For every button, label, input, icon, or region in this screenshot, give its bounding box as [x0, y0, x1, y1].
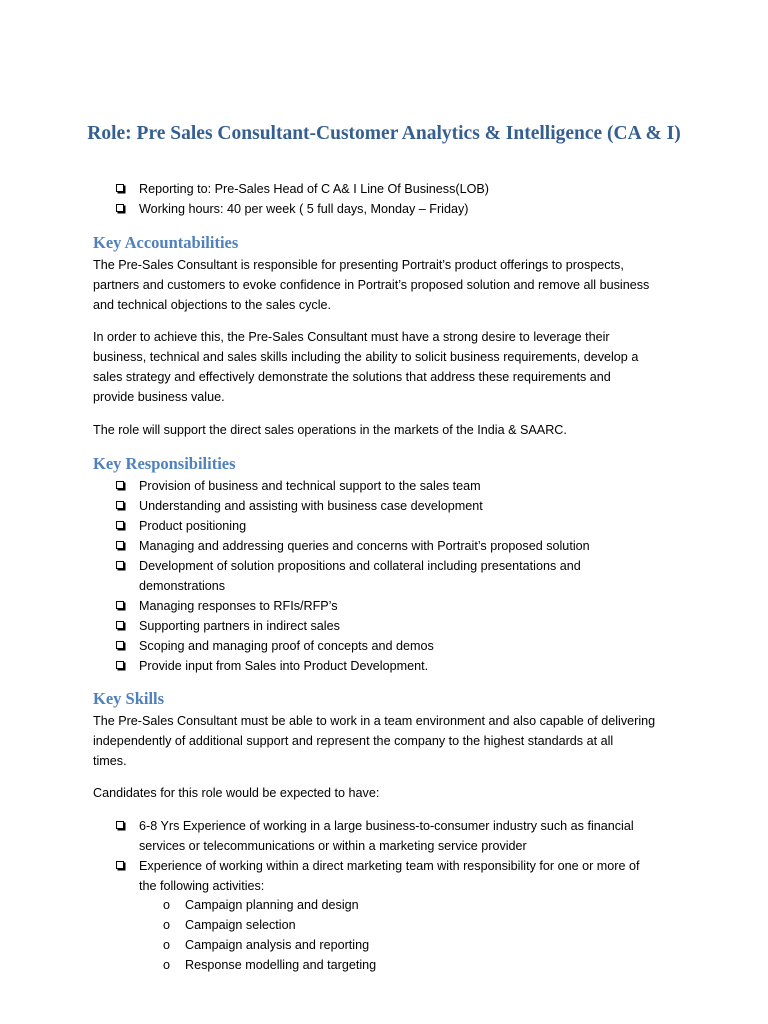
checkbox-bullet-icon — [116, 204, 124, 212]
list-item: Development of solution propositions and collateral including presentations and demonstrations — [115, 556, 590, 596]
activities-sublist — [163, 895, 376, 975]
paragraph: The Pre-Sales Consultant is responsible for presenting Portrait’s product offerings to prospects, partners and customers to evoke confidence in Portrait’s proposed solution and remove all business and technical objections to the sales cycle. — [93, 258, 650, 312]
list-item: Working hours: 40 per week ( 5 full days, Monday – Friday) — [115, 199, 489, 219]
paragraph: The role will support the direct sales operations in the markets of the India & SAARC. — [93, 423, 567, 437]
heading-key-accountabilities: Key Accountabilities — [93, 233, 239, 252]
checkbox-bullet-icon — [116, 641, 124, 649]
heading-key-responsibilities: Key Responsibilities — [93, 454, 236, 473]
list-item: Understanding and assisting with business case development — [115, 496, 590, 516]
list-item: Managing responses to RFIs/RFP’s — [115, 596, 590, 616]
checkbox-bullet-icon — [116, 561, 124, 569]
list-item: Scoping and managing proof of concepts and demos — [115, 636, 590, 656]
circle-bullet-icon: o — [163, 958, 171, 972]
list-item: Experience of working within a direct marketing team with responsibility for one or more of the following activities: — [115, 856, 639, 896]
checkbox-bullet-icon — [116, 541, 124, 549]
circle-bullet-icon: o — [163, 898, 171, 912]
list-item: 6-8 Yrs Experience of working in a large business-to-consumer industry such as financial services or telecommunications or within a marketing service provider — [115, 816, 639, 856]
sub-list-item: o Response modelling and targeting — [163, 955, 376, 975]
sub-list-item: o Campaign planning and design — [163, 895, 376, 915]
checkbox-bullet-icon — [116, 821, 124, 829]
circle-bullet-icon: o — [163, 938, 171, 952]
checkbox-bullet-icon — [116, 621, 124, 629]
heading-key-skills: Key Skills — [93, 689, 165, 708]
responsibilities-list — [115, 476, 590, 676]
checkbox-bullet-icon — [116, 861, 124, 869]
list-item: Provide input from Sales into Product Development. — [115, 656, 590, 676]
page-title: Role: Pre Sales Consultant-Customer Analytics & Intelligence (CA & I) — [87, 123, 681, 144]
checkbox-bullet-icon — [116, 481, 124, 489]
checkbox-bullet-icon — [116, 521, 124, 529]
sub-list-item: o Campaign selection — [163, 915, 376, 935]
sub-list-item: o Campaign analysis and reporting — [163, 935, 376, 955]
list-item: Managing and addressing queries and concerns with Portrait’s proposed solution — [115, 536, 590, 556]
paragraph: In order to achieve this, the Pre-Sales Consultant must have a strong desire to leverage their business, technical and sales skills including the ability to solicit business requirements, develop a sales strategy and effectively demonstrate the solutions that address these requirements and provide business value. — [93, 330, 639, 404]
list-item: Reporting to: Pre-Sales Head of C A& I Line Of Business(LOB) — [115, 179, 489, 199]
checkbox-bullet-icon — [116, 601, 124, 609]
paragraph: The Pre-Sales Consultant must be able to work in a team environment and also capable of delivering independently of additional support and represent the company to the highest standards at all times. — [93, 714, 656, 768]
paragraph: Candidates for this role would be expected to have: — [93, 786, 380, 800]
list-item: Product positioning — [115, 516, 590, 536]
checkbox-bullet-icon — [116, 501, 124, 509]
meta-list — [115, 179, 489, 219]
list-item: Supporting partners in indirect sales — [115, 616, 590, 636]
checkbox-bullet-icon — [116, 184, 124, 192]
circle-bullet-icon: o — [163, 918, 171, 932]
skills-list — [115, 816, 639, 896]
checkbox-bullet-icon — [116, 661, 124, 669]
list-item: Provision of business and technical support to the sales team — [115, 476, 590, 496]
